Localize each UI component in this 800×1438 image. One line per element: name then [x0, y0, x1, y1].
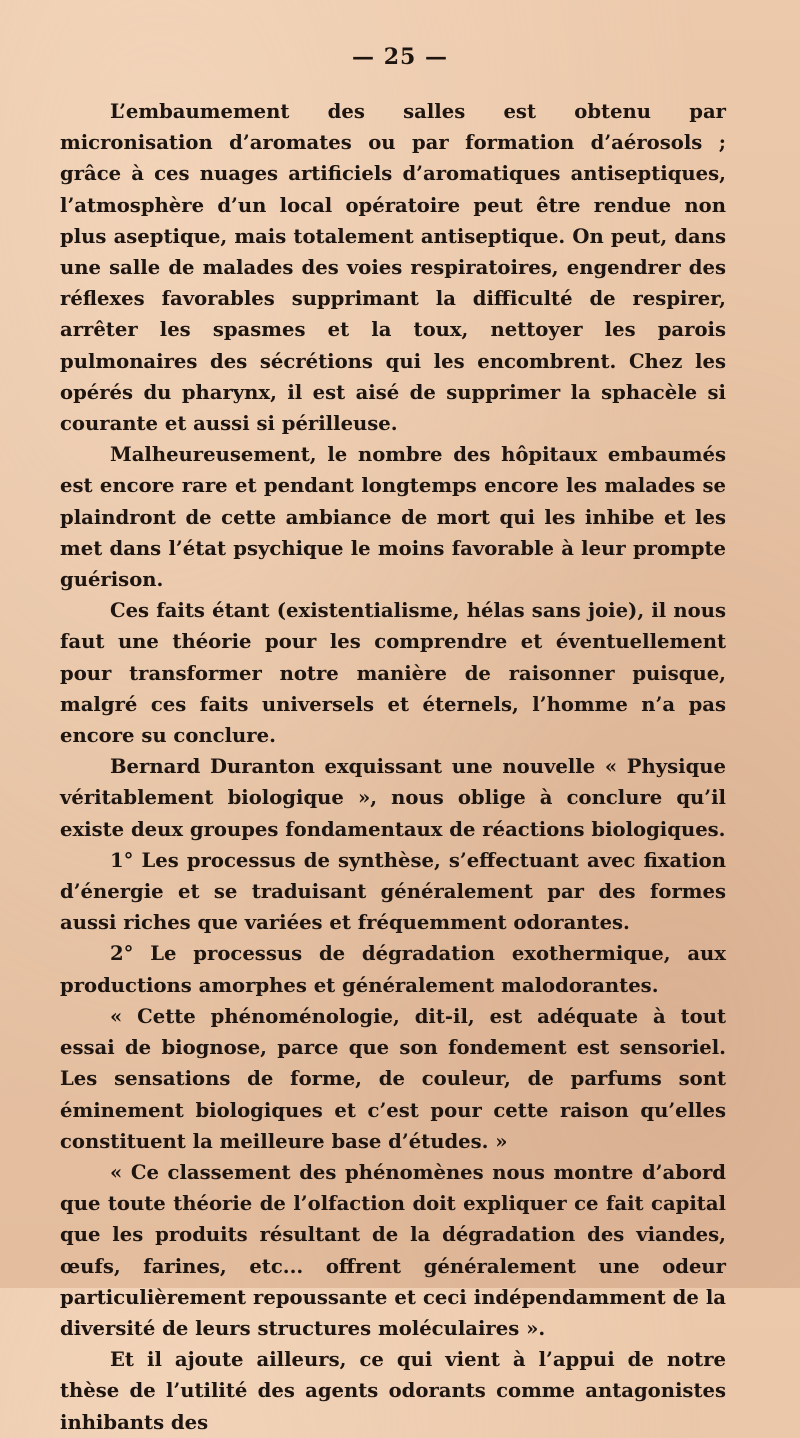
page-number: — 25 — [352, 44, 448, 70]
paragraph-9: Et il ajoute ailleurs, ce qui vient à l’appui de notre thèse de l’utilité des agents odorants comme antagonistes inhibants des [60, 1348, 726, 1434]
paragraph-4: Bernard Duranton exquissant une nouvelle « Physique véritablement biologique », nous oblige à conclure qu’il existe deux groupes fondamentaux de réactions biologiques. [60, 755, 726, 841]
paragraph-6: 2° Le processus de dégradation exothermique, aux productions amorphes et généralement malodorantes. [60, 942, 726, 997]
body-text [60, 96, 726, 1438]
paragraph-3: Ces faits étant (existentialisme, hélas sans joie), il nous faut une théorie pour les comprendre et éventuellement pour transformer notre manière de raisonner puisque, malgré ces faits universels et éternels, l’homme n’a pas encore su conclure. [60, 599, 726, 748]
paragraph-1: L’embaumement des salles est obtenu par micronisation d’aromates ou par formation d’aérosols ; grâce à ces nuages artificiels d’aromatiques antiseptiques, l’atmosphère d’un local opératoire peut être rendue non plus aseptique, mais totalement antiseptique. On peut, dans une salle de malades des voies respiratoires, engendrer des réflexes favorables supprimant la difficulté de respirer, arrêter les spasmes et la toux, nettoyer les parois pulmonaires des sécrétions qui les encombrent. Chez les opérés du pharynx, il est aisé de supprimer la sphacèle si courante et aussi si périlleuse. [60, 100, 726, 436]
paragraph-2: Malheureusement, le nombre des hôpitaux embaumés est encore rare et pendant longtemps encore les malades se plaindront de cette ambiance de mort qui les inhibe et les met dans l’état psychique le moins favorable à leur prompte guérison. [60, 443, 726, 592]
paragraph-7: « Cette phénoménologie, dit-il, est adéquate à tout essai de biognose, parce que son fondement est sensoriel. Les sensations de forme, de couleur, de parfums sont éminement biologiques et c’est pour cette raison qu’elles constituent la meilleure base d’études. » [60, 1004, 726, 1153]
paragraph-8: « Ce classement des phénomènes nous montre d’abord que toute théorie de l’olfaction doit expliquer ce fait capital que les produits résultant de la dégradation des viandes, œufs, farines, etc... offrent généralement une odeur particulièrement repoussante et ceci indépendamment de la diversité de leurs structures moléculaires ». [60, 1160, 726, 1340]
paragraph-5: 1° Les processus de synthèse, s’effectuant avec fixation d’énergie et se traduisant généralement par des formes aussi riches que variées et fréquemment odorantes. [60, 848, 726, 935]
